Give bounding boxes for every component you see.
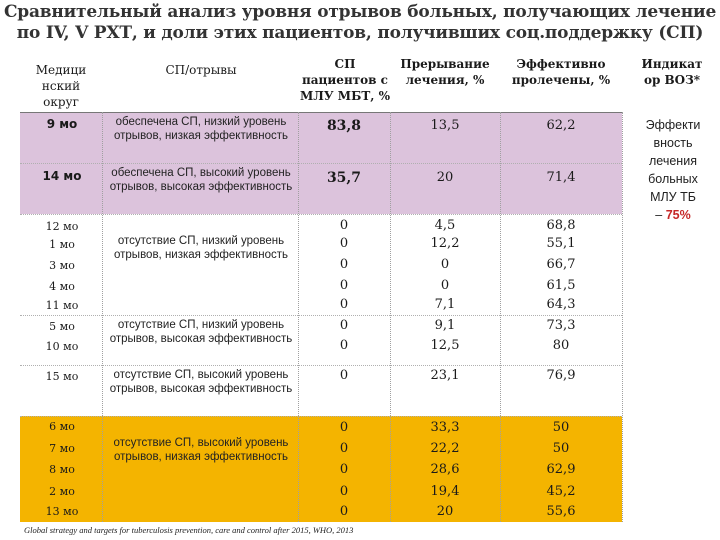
group-condition-6: отсутствие СП, высокий уровень отрывов, низкая эффективность: [113, 437, 289, 463]
effective-value: 73,3: [546, 318, 576, 333]
effective-value: 64,3: [546, 297, 576, 312]
header-district: Медици нский округ: [35, 63, 87, 109]
sp-value: 0: [339, 420, 349, 435]
grid-row-3: [20, 315, 622, 316]
sp-value: 0: [339, 462, 349, 477]
effective-value: 80: [552, 338, 570, 353]
sp-value: 0: [339, 368, 349, 383]
effective-value: 62,2: [546, 118, 576, 133]
sp-value: 83,8: [326, 118, 362, 134]
effective-value: 68,8: [546, 218, 576, 233]
district-label: 13 мо: [45, 505, 79, 518]
district-label: 1 мо: [49, 238, 75, 251]
sp-value: 0: [339, 297, 349, 312]
who-indicator-cell: [626, 116, 720, 224]
interruption-value: 20: [436, 170, 454, 185]
district-label: 7 мо: [49, 442, 75, 455]
interruption-value: 23,1: [430, 368, 460, 383]
interruption-value: 33,3: [430, 420, 460, 435]
header-interruption: Прерывание лечения, %: [400, 57, 490, 87]
interruption-value: 19,4: [430, 484, 460, 499]
page-title: [0, 2, 720, 44]
effective-value: 50: [552, 441, 570, 456]
effective-value: 55,6: [546, 504, 576, 519]
sp-value: 0: [339, 218, 349, 233]
sp-value: 0: [339, 318, 349, 333]
district-label: 14 мо: [42, 169, 82, 183]
district-label: 8 мо: [49, 463, 75, 476]
sp-value: 35,7: [326, 170, 362, 186]
interruption-value: 12,5: [430, 338, 460, 353]
header-sp-breaks: СП/отрывы: [165, 63, 237, 77]
district-label: 2 мо: [49, 485, 75, 498]
header-effective: Эффективно пролечены, %: [511, 57, 611, 87]
district-label: 5 мо: [49, 320, 75, 333]
interruption-value: 20: [436, 504, 454, 519]
effective-value: 62,9: [546, 462, 576, 477]
header-who-indicator: Индикат ор ВОЗ*: [641, 57, 703, 87]
effective-value: 55,1: [546, 236, 576, 251]
grid-row-1: [20, 163, 622, 164]
interruption-value: 9,1: [434, 318, 456, 333]
interruption-value: 7,1: [434, 297, 456, 312]
effective-value: 76,9: [546, 368, 576, 383]
effective-value: 45,2: [546, 484, 576, 499]
grid-col-5: [622, 112, 623, 522]
district-label: 10 мо: [45, 340, 79, 353]
sp-value: 0: [339, 441, 349, 456]
group-condition-4: отсутствие СП, низкий уровень отрывов, высокая эффективность: [109, 319, 293, 345]
group-condition-3: отсутствие СП, низкий уровень отрывов, низкая эффективность: [114, 235, 288, 261]
district-label: 4 мо: [49, 280, 75, 293]
interruption-value: 0: [440, 257, 450, 272]
group-condition-2: обеспечена СП, высокий уровень отрывов, высокая эффективность: [109, 167, 293, 193]
sp-value: 0: [339, 338, 349, 353]
interruption-value: 28,6: [430, 462, 460, 477]
who-indicator-text: Эффекти вность лечения больных МЛУ ТБ –: [645, 118, 701, 222]
group-condition-1: обеспечена СП, низкий уровень отрывов, низкая эффективность: [114, 116, 288, 142]
district-label: 11 мо: [45, 299, 79, 312]
grid-row-5: [20, 416, 622, 417]
sp-value: 0: [339, 278, 349, 293]
district-label: 6 мо: [49, 420, 75, 433]
district-label: 9 мо: [46, 117, 78, 131]
interruption-value: 12,2: [430, 236, 460, 251]
grid-col-1: [102, 112, 103, 522]
interruption-value: 22,2: [430, 441, 460, 456]
grid-row-2: [20, 214, 622, 215]
who-indicator-value: 75%: [665, 208, 691, 222]
effective-value: 50: [552, 420, 570, 435]
table-top-rule: [20, 112, 622, 113]
district-label: 15 мо: [45, 370, 79, 383]
header-sp-mdr: СП пациентов с МЛУ МБТ, %: [299, 57, 391, 103]
sp-value: 0: [339, 236, 349, 251]
effective-value: 66,7: [546, 257, 576, 272]
effective-value: 71,4: [546, 170, 576, 185]
grid-row-4: [20, 365, 622, 366]
interruption-value: 0: [440, 278, 450, 293]
effective-value: 61,5: [546, 278, 576, 293]
district-label: 3 мо: [49, 259, 75, 272]
title-line-1: Сравнительный анализ уровня отрывов больных, получающих лечение: [3, 2, 717, 22]
sp-value: 0: [339, 484, 349, 499]
footnote-source: Global strategy and targets for tuberculosis prevention, care and control after 2015, WHO, 2013: [24, 525, 354, 535]
interruption-value: 13,5: [430, 118, 460, 133]
sp-value: 0: [339, 504, 349, 519]
title-line-2: по IV, V РХТ, и доли этих пациентов, получивших соц.поддержку (СП): [16, 23, 704, 43]
district-label: 12 мо: [45, 220, 79, 233]
group-condition-5: отсутствие СП, высокий уровень отрывов, высокая эффективность: [109, 369, 293, 395]
sp-value: 0: [339, 257, 349, 272]
interruption-value: 4,5: [434, 218, 456, 233]
